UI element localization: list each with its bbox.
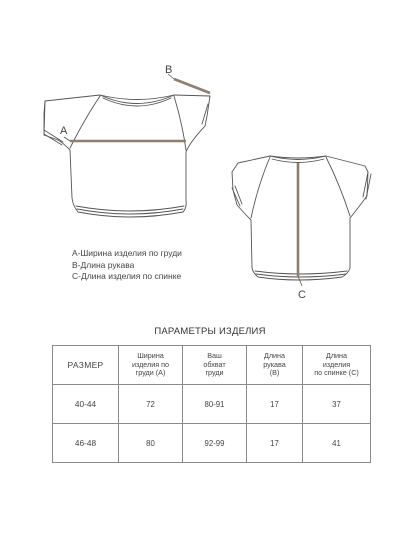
cell-back-length: 41	[303, 424, 371, 463]
cell-size: 40-44	[53, 385, 119, 424]
cell-sleeve-length: 17	[247, 385, 303, 424]
cell-chest-width: 80	[119, 424, 183, 463]
measurement-legend	[72, 248, 182, 283]
table-header-row	[53, 346, 371, 385]
marker-a: A	[60, 125, 68, 137]
header-back-length: Длина изделия по спинке (С)	[303, 346, 371, 385]
header-bust: Ваш обхват груди	[183, 346, 247, 385]
cell-chest-width: 72	[119, 385, 183, 424]
marker-b: B	[165, 64, 173, 76]
size-table	[52, 345, 371, 463]
legend-item-a: А-Ширина изделия по груди	[72, 248, 182, 258]
cell-bust: 92-99	[183, 424, 247, 463]
table-title: ПАРАМЕТРЫ ИЗДЕЛИЯ	[154, 326, 266, 337]
cell-bust: 80-91	[183, 385, 247, 424]
legend-item-c: С-Длина изделия по спинке	[72, 271, 182, 281]
table-row	[53, 385, 371, 424]
cell-size: 46-48	[53, 424, 119, 463]
header-sleeve-length: Длина рукава (В)	[247, 346, 303, 385]
cell-sleeve-length: 17	[247, 424, 303, 463]
cell-back-length: 37	[303, 385, 371, 424]
header-chest-width: Ширина изделия по груди (А)	[119, 346, 183, 385]
header-size: РАЗМЕР	[53, 346, 119, 385]
marker-c: C	[298, 289, 306, 301]
measure-line-b	[174, 79, 210, 93]
back-view	[232, 156, 371, 280]
front-view	[44, 95, 210, 217]
table-row	[53, 424, 371, 463]
legend-item-b: В-Длина рукава	[72, 259, 135, 270]
